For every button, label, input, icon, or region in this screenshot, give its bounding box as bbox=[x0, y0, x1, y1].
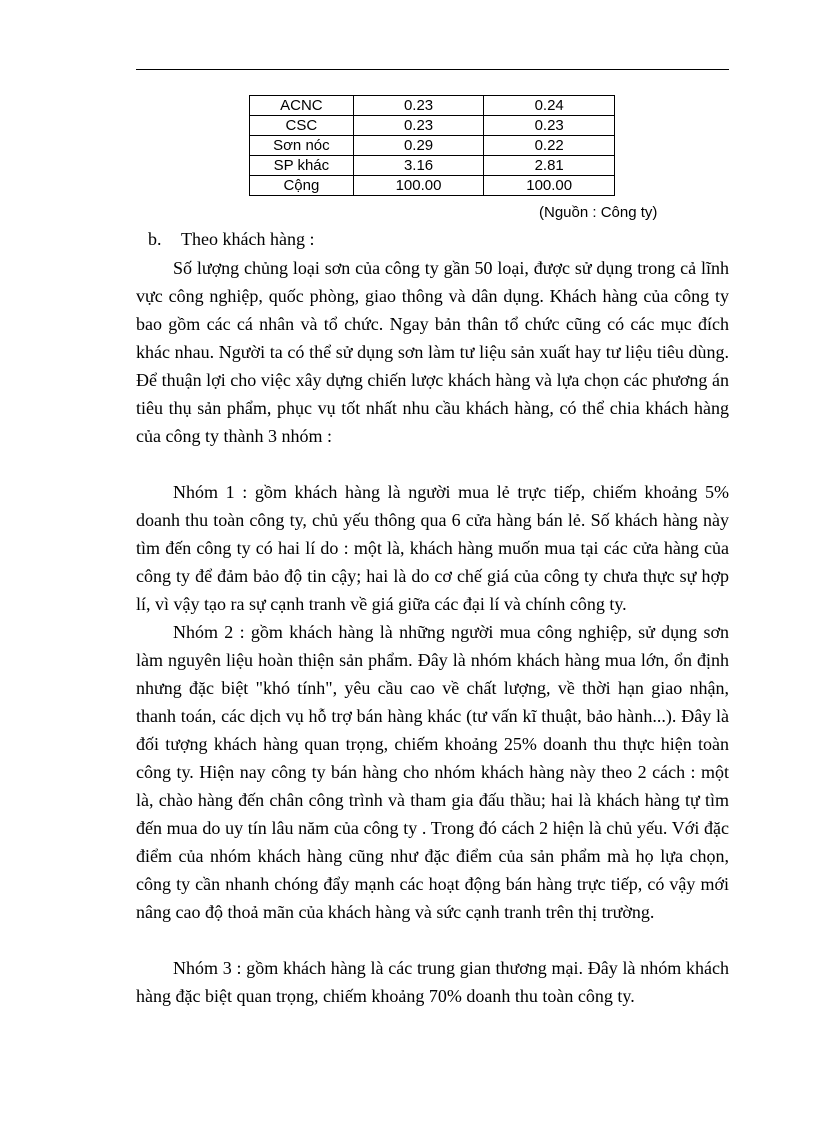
table-cell: 0.23 bbox=[484, 116, 615, 136]
table-cell: ACNC bbox=[250, 96, 354, 116]
section-number: b. bbox=[148, 229, 162, 249]
table-row bbox=[250, 156, 615, 176]
table-cell: 3.16 bbox=[353, 156, 484, 176]
table-cell: 100.00 bbox=[484, 176, 615, 196]
table-cell: Sơn nóc bbox=[250, 136, 354, 156]
table-cell: SP khác bbox=[250, 156, 354, 176]
table-cell: Cộng bbox=[250, 176, 354, 196]
table-cell: 0.23 bbox=[353, 96, 484, 116]
body-paragraph: Nhóm 2 : gồm khách hàng là những người mua công nghiệp, sử dụng sơn làm nguyên liệu hoàn thiện sản phẩm. Đây là nhóm khách hàng mua lớn, ổn định nhưng đặc biệt "khó tính", yêu cầu cao về chất lượng, về thời hạn giao nhận, thanh toán, các dịch vụ hỗ trợ bán hàng khác (tư vấn kĩ thuật, bảo hành...). Đây là đối tượng khách hàng quan trọng, chiếm khoảng 25% doanh thu thực hiện toàn công ty. Hiện nay công ty bán hàng cho nhóm khách hàng này theo 2 cách : một là, chào hàng đến chân công trình và tham gia đấu thầu; hai là khách hàng tự tìm đến mua do uy tín lâu năm của công ty . Trong đó cách 2 hiện là chủ yếu. Với đặc điểm của nhóm khách hàng cũng như đặc điểm của sản phẩm mà họ lựa chọn, công ty cần nhanh chóng đẩy mạnh các hoạt động bán hàng trực tiếp, có vậy mới nâng cao độ thoả mãn của khách hàng và sức cạnh tranh trên thị trường. bbox=[136, 622, 729, 922]
table-cell: 2.81 bbox=[484, 156, 615, 176]
table-cell: 0.24 bbox=[484, 96, 615, 116]
table-source: (Nguồn : Công ty) bbox=[539, 204, 658, 221]
table-row bbox=[250, 136, 615, 156]
section-heading bbox=[148, 229, 314, 250]
section-title: Theo khách hàng : bbox=[181, 229, 315, 249]
table-cell: 0.23 bbox=[353, 116, 484, 136]
table-cell: 0.22 bbox=[484, 136, 615, 156]
header-rule bbox=[136, 69, 729, 70]
table-cell: 0.29 bbox=[353, 136, 484, 156]
data-table bbox=[249, 95, 615, 196]
body-paragraph: Nhóm 1 : gồm khách hàng là người mua lẻ trực tiếp, chiếm khoảng 5% doanh thu toàn công ty, chủ yếu thông qua 6 cửa hàng bán lẻ. Số khách hàng này tìm đến công ty có hai lí do : một là, khách hàng muốn mua tại các cửa hàng của công ty để đảm bảo độ tin cậy; hai là do cơ chế giá của công ty chưa thực sự hợp lí, vì vậy tạo ra sự cạnh tranh về giá giữa các đại lí và chính công ty. bbox=[136, 482, 729, 614]
body-paragraph: Nhóm 3 : gồm khách hàng là các trung gian thương mại. Đây là nhóm khách hàng đặc biệt quan trọng, chiếm khoảng 70% doanh thu toàn công ty. bbox=[136, 958, 729, 1006]
table-row bbox=[250, 116, 615, 136]
table-cell: 100.00 bbox=[353, 176, 484, 196]
table-cell: CSC bbox=[250, 116, 354, 136]
body-paragraph: Số lượng chủng loại sơn của công ty gần 50 loại, được sử dụng trong cả lĩnh vực công nghiệp, quốc phòng, giao thông và dân dụng. Khách hàng của công ty bao gồm các cá nhân và tổ chức. Ngay bản thân tổ chức cũng có các mục đích khác nhau. Người ta có thể sử dụng sơn làm tư liệu sản xuất hay tư liệu tiêu dùng. Để thuận lợi cho việc xây dựng chiến lược khách hàng và lựa chọn các phương án tiêu thụ sản phẩm, phục vụ tốt nhất nhu cầu khách hàng, có thể chia khách hàng của công ty thành 3 nhóm : bbox=[136, 258, 729, 446]
table-row bbox=[250, 176, 615, 196]
table-row bbox=[250, 96, 615, 116]
